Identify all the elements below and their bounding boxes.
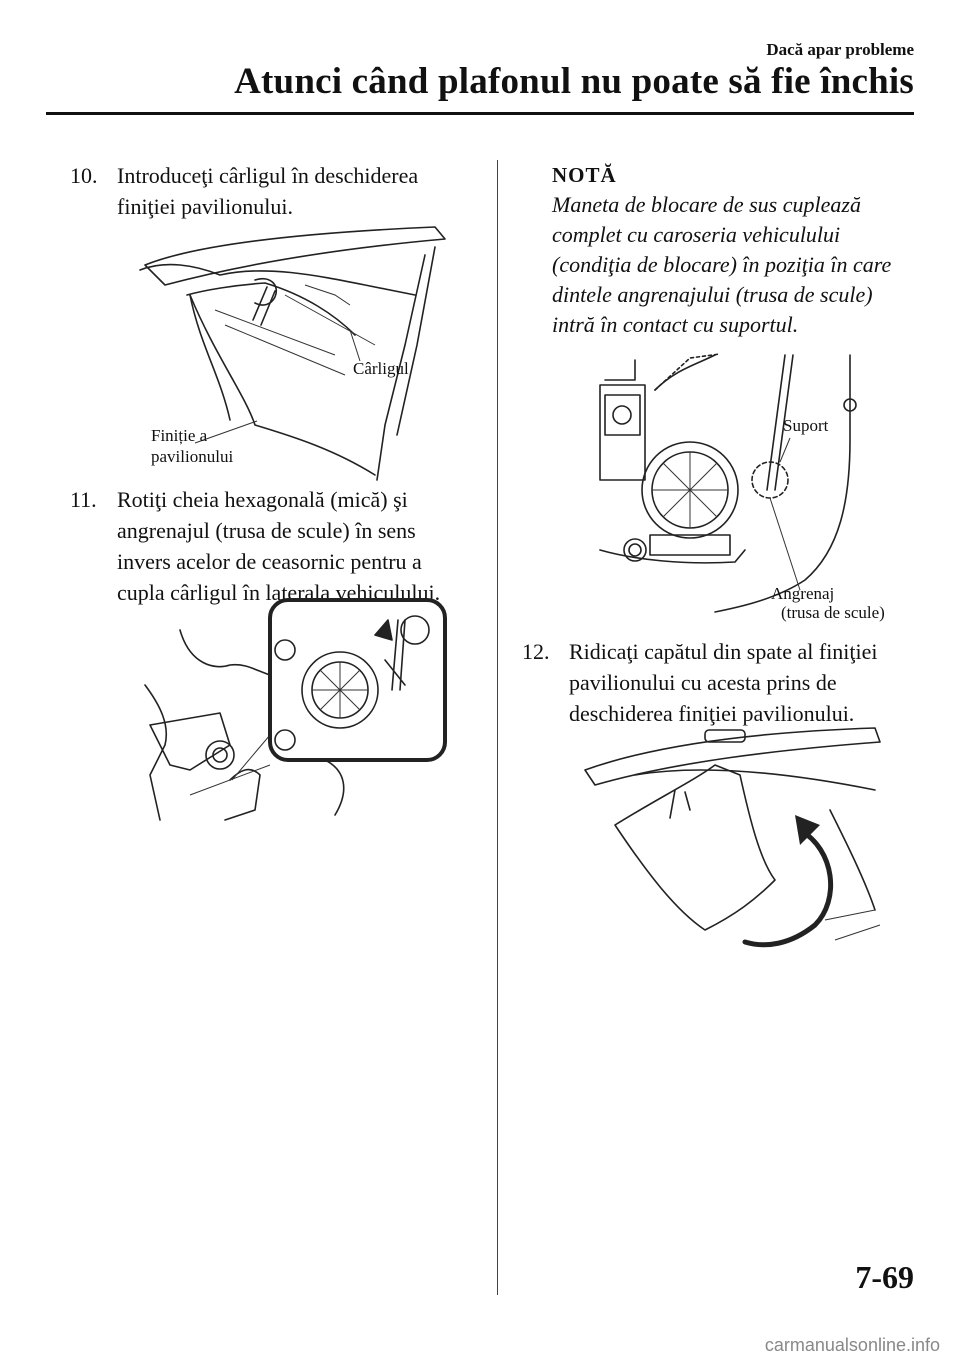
step-number: 10. — [70, 163, 98, 188]
callout-gear-line1: Angrenaj — [771, 584, 835, 603]
page-title: Atunci când plafonul nu poate să fie închis — [234, 61, 914, 102]
callout-trim-line2: pavilionului — [151, 447, 234, 466]
header-rule — [46, 112, 914, 115]
column-divider — [497, 160, 498, 1295]
figure-lift-trim — [575, 720, 885, 970]
callout-gear-line2: (trusa de scule) — [781, 603, 885, 622]
step-10 — [70, 160, 490, 222]
figure-hook-in-trim — [135, 225, 455, 480]
step-number: 11. — [70, 487, 97, 512]
figure-gear-support — [595, 350, 895, 625]
note-line: dintele angrenajului (trusa de scule) — [552, 282, 873, 307]
note-line: Maneta de blocare de sus cuplează — [552, 192, 861, 217]
step-text-line: deschiderea finiţiei pavilionului. — [569, 701, 855, 726]
watermark: carmanualsonline.info — [764, 1335, 940, 1355]
lift-trim-illustration — [575, 720, 885, 970]
callout-support: Suport — [783, 416, 829, 435]
gear-support-illustration — [595, 350, 895, 625]
step-text-line: invers acelor de ceasornic pentru a — [117, 549, 422, 574]
step-text-line: Introduceţi cârligul în deschiderea — [117, 163, 419, 188]
note-line: complet cu caroseria vehiculului — [552, 222, 841, 247]
callout-hook: Cârligul — [353, 359, 409, 378]
step-number: 12. — [522, 639, 550, 664]
figure-rotate-hex-key — [130, 595, 450, 835]
step-text-line: Ridicaţi capătul din spate al finiţiei — [569, 639, 878, 664]
section-label: Dacă apar probleme — [766, 40, 914, 59]
note-line: intră în contact cu suportul. — [552, 312, 799, 337]
step-12 — [522, 636, 932, 729]
note-block — [552, 160, 932, 340]
rotate-key-illustration — [130, 595, 450, 835]
step-text-line: Rotiţi cheia hexagonală (mică) şi — [117, 487, 408, 512]
note-title: NOTĂ — [552, 163, 617, 187]
step-text-line: angrenajul (trusa de scule) în sens — [117, 518, 416, 543]
callout-trim-line1: Finiție a — [151, 426, 208, 445]
step-text-line: cupla cârligul în laterala vehiculului. — [117, 580, 441, 605]
step-11 — [70, 484, 490, 608]
page-number: 7-69 — [855, 1259, 914, 1295]
note-line: (condiţia de blocare) în poziţia în care — [552, 252, 892, 277]
step-text-line: finiţiei pavilionului. — [117, 194, 293, 219]
step-text-line: pavilionului cu acesta prins de — [569, 670, 837, 695]
